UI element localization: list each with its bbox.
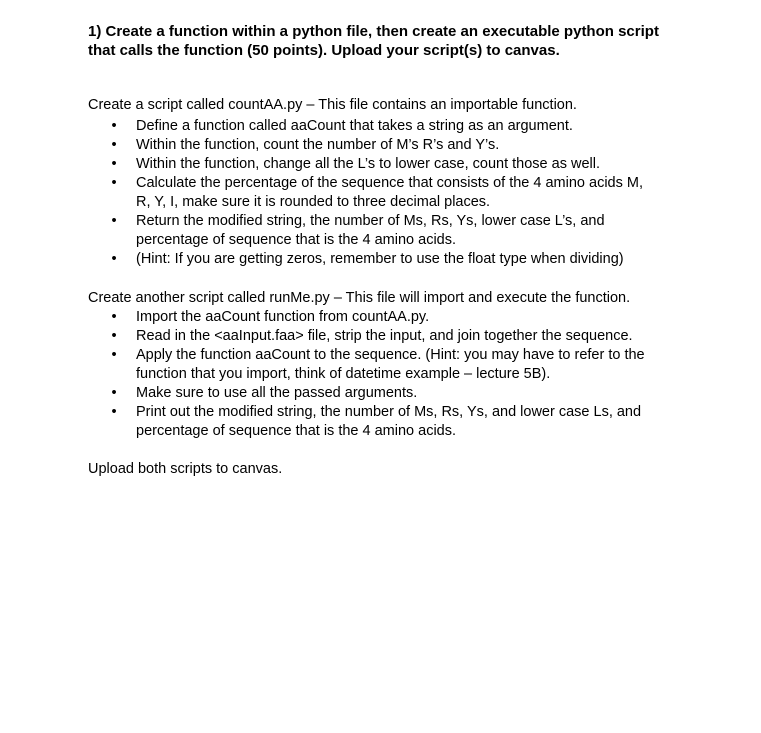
list-item-text: Calculate the percentage of the sequence that consists of the 4 amino acids M, [136,175,643,191]
list-item-text: Make sure to use all the passed arguments. [136,385,418,401]
list-item-text: Print out the modified string, the number of Ms, Rs, Ys, and lower case Ls, and [136,404,642,420]
list-item-text: (Hint: If you are getting zeros, remember to use the float type when dividing) [136,251,624,267]
closing-instruction: Upload both scripts to canvas. [88,461,283,477]
bullet-icon: • [111,118,117,134]
list-item-text: Return the modified string, the number of Ms, Rs, Ys, lower case L’s, and [136,213,605,229]
list-item-text: Within the function, count the number of M’s R’s and Y’s. [136,137,500,153]
list-item [0,327,645,346]
list-item [0,212,643,250]
list-item-text: Import the aaCount function from countAA.py. [136,309,430,325]
list-item [0,250,643,269]
list-item [0,403,645,441]
list-item-text: R, Y, I, make sure it is rounded to three decimal places. [136,194,491,210]
list-item [0,155,643,174]
heading-line-2: that calls the function (50 points). Upload your script(s) to canvas. [88,42,560,59]
list-item [0,117,643,136]
section2-bullet-list [0,308,645,441]
section1-intro: Create a script called countAA.py – This file contains an importable function. [88,97,577,113]
list-item [0,346,645,384]
section1-bullet-list [0,117,643,269]
bullet-icon: • [111,156,117,172]
list-item-text: Define a function called aaCount that takes a string as an argument. [136,118,573,134]
list-item [0,308,645,327]
section2-intro: Create another script called runMe.py – This file will import and execute the function. [88,290,631,306]
bullet-icon: • [111,404,117,420]
list-item-text: Within the function, change all the L’s to lower case, count those as well. [136,156,600,172]
bullet-icon: • [111,137,117,153]
bullet-icon: • [111,309,117,325]
list-item-text: percentage of sequence that is the 4 amino acids. [136,232,457,248]
list-item [0,174,643,212]
list-item-text: Read in the <aaInput.faa> file, strip the input, and join together the sequence. [136,328,633,344]
list-item [0,384,645,403]
bullet-icon: • [111,328,117,344]
list-item-text: Apply the function aaCount to the sequence. (Hint: you may have to refer to the [136,347,645,363]
bullet-icon: • [111,175,117,191]
bullet-icon: • [111,213,117,229]
list-item-text: function that you import, think of datetime example – lecture 5B). [136,366,551,382]
list-item-text: percentage of sequence that is the 4 amino acids. [136,423,457,439]
bullet-icon: • [111,385,117,401]
list-item [0,136,643,155]
question-heading [88,22,728,60]
bullet-icon: • [111,251,117,267]
bullet-icon: • [111,347,117,363]
heading-line-1: 1) Create a function within a python file, then create an executable python script [88,23,659,40]
